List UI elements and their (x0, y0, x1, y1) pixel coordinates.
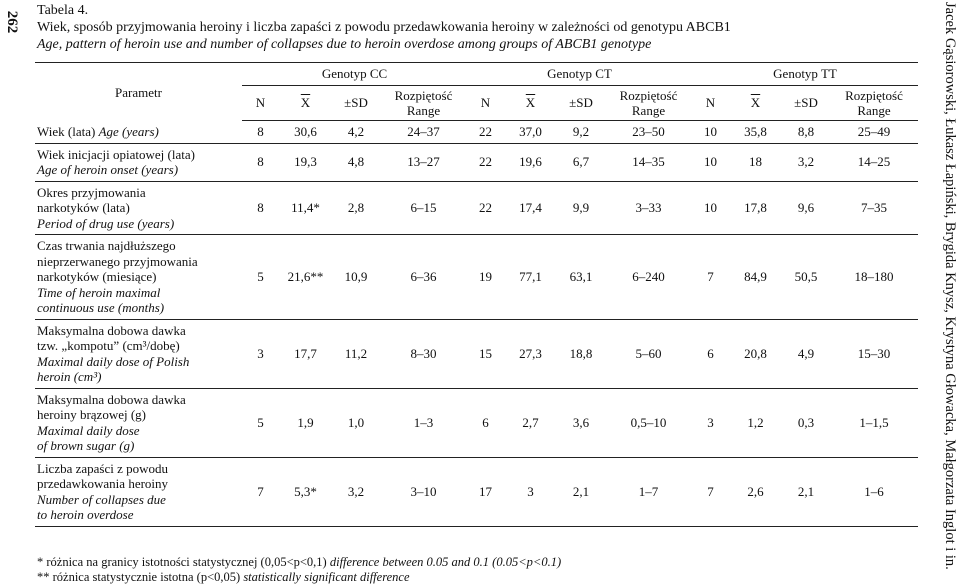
header-row-groups (35, 63, 918, 86)
footnote-mark: * (37, 555, 47, 569)
row-parameter (35, 181, 242, 235)
mean-symbol: $\overline{X}$ (750, 95, 761, 111)
table-body (35, 121, 918, 527)
parameter-en: of brown sugar (g) (37, 438, 135, 453)
running-head: Jacek Gąsiorowski, Łukasz Łapiński, Brygida Knysz, Krystyna Głowacka, Małgorzata Inglot i in. (942, 2, 958, 570)
table-cell: 22 (479, 154, 492, 170)
table-row (35, 181, 918, 235)
table-cell: 19,6 (519, 154, 542, 170)
table-cell: 3,2 (797, 154, 815, 170)
table-cell: 18,8 (569, 345, 593, 361)
row-parameter (35, 235, 242, 320)
table-cell: 1,0 (347, 414, 365, 430)
parameter-en: to heroin overdose (37, 507, 134, 522)
range-label-en: Range (406, 103, 441, 118)
table-cell: 7 (707, 269, 714, 284)
table-cell: 17 (479, 483, 492, 499)
table-cell: 77,1 (519, 269, 542, 284)
parameter-pl: Liczba zapaści z powodu (37, 460, 169, 476)
footnote-text-en: statistically significant difference (243, 570, 410, 584)
table-cell: 11,2 (344, 345, 368, 361)
row-parameter (35, 143, 242, 181)
parameter-en: Period of drug use (years) (37, 215, 175, 231)
group-header-cc: Genotyp CC (242, 63, 467, 86)
table-cell: 7 (707, 483, 714, 499)
table-cell: 37,0 (519, 124, 542, 139)
col-mean-cc (279, 86, 332, 121)
col-sd-tt: ±SD (782, 86, 830, 121)
table-cell: 11,4* (291, 200, 320, 215)
param-header: Parametr (35, 63, 242, 121)
table-cell: 4,9 (797, 345, 815, 361)
table-cell: 25–49 (857, 124, 891, 139)
table-cell: 7 (257, 483, 264, 499)
col-range-cc (380, 86, 467, 121)
table-cell: 8 (257, 200, 264, 215)
mean-symbol: $\overline{X}$ (525, 95, 536, 111)
table-cell: 10,9 (344, 269, 368, 284)
table-cell: 5 (257, 414, 264, 430)
table-cell: 1–3 (413, 414, 434, 430)
table-cell: 3–33 (635, 200, 662, 215)
table-cell: 22 (479, 200, 492, 215)
parameter-pl: nieprzerwanego przyjmowania (37, 253, 198, 269)
table-row (35, 143, 918, 181)
footnote-text-en: difference between 0.05 and 0.1 (0.05<p<0.1) (329, 555, 562, 569)
parameter-pl: Czas trwania najdłuższego (37, 238, 176, 253)
parameter-pl: heroiny brązowej (g) (37, 407, 147, 422)
table-cell: 24–37 (407, 124, 440, 139)
table-cell: 8 (257, 154, 264, 170)
table-cell: 3,2 (347, 483, 365, 499)
range-label-en: Range (631, 103, 666, 118)
footnote (37, 555, 561, 570)
parameter-en: Age (years) (98, 123, 159, 139)
table-cell: 2,6 (747, 483, 764, 499)
parameter-pl: narkotyków (lata) (37, 200, 130, 215)
table-cell: 10 (704, 200, 717, 215)
table-cell: 1–7 (638, 483, 659, 499)
range-label-pl: Rozpiętość (394, 87, 453, 103)
footnote-text-pl: różnica na granicy istotności statystycznej (0,05<p<0,1) (46, 555, 330, 569)
table-cell: 5,3* (294, 483, 317, 499)
table-row (35, 457, 918, 526)
table-cell: 0,3 (797, 414, 815, 430)
row-parameter (35, 388, 242, 457)
table-cell: 6–36 (410, 269, 437, 284)
col-range-tt (830, 86, 918, 121)
table-cell: 15–30 (857, 345, 891, 361)
table-cell: 3 (527, 483, 534, 499)
parameter-pl: Maksymalna dobowa dawka (37, 391, 186, 407)
table-cell: 4,2 (347, 124, 365, 139)
page-number: 262 (4, 10, 20, 34)
col-sd-ct: ±SD (557, 86, 605, 121)
mean-symbol: $\overline{X}$ (300, 95, 311, 111)
table-cell: 9,6 (797, 200, 815, 215)
table-cell: 6 (707, 345, 714, 361)
table-caption (37, 2, 731, 53)
table-cell: 6,7 (572, 154, 590, 170)
table-cell: 10 (704, 124, 717, 139)
parameter-en: Maximal daily dose (37, 422, 140, 438)
col-sd-cc: ±SD (332, 86, 380, 121)
range-label-pl: Rozpiętość (845, 87, 903, 103)
table-cell: 5–60 (635, 345, 662, 361)
group-header-tt: Genotyp TT (692, 63, 918, 86)
footnote-text-pl: różnica statystycznie istotna (p<0,05) (52, 570, 244, 584)
range-label-en: Range (857, 103, 891, 118)
col-n-cc: N (242, 86, 279, 121)
parameter-pl: Wiek inicjacji opiatowej (lata) (37, 146, 195, 162)
table-label: Tabela 4. (37, 3, 89, 18)
table-cell: 6–15 (410, 200, 437, 215)
row-parameter (35, 457, 242, 526)
table-cell: 3 (257, 345, 264, 361)
footnote (37, 570, 561, 585)
parameter-pl: tzw. „kompotu” (cm³/dobę) (37, 338, 180, 353)
table-cell: 1,2 (747, 414, 764, 430)
row-parameter (35, 319, 242, 388)
table-row (35, 235, 918, 320)
table-cell: 2,1 (572, 483, 590, 499)
parameter-pl: przedawkowania heroiny (37, 476, 169, 491)
table-cell: 84,9 (744, 269, 767, 284)
col-mean-tt (729, 86, 782, 121)
parameter-en: Number of collapses due (37, 491, 166, 507)
table-cell: 0,5–10 (630, 414, 667, 430)
parameter-en: heroin (cm³) (37, 369, 102, 384)
table-cell: 21,6** (287, 269, 324, 284)
table-cell: 22 (479, 124, 492, 139)
table-cell: 18 (749, 154, 762, 170)
parameter-pl: narkotyków (miesiące) (37, 269, 157, 284)
table-cell: 8,8 (797, 124, 815, 139)
col-n-tt: N (692, 86, 729, 121)
table-cell: 18–180 (854, 269, 894, 284)
table-cell: 14–35 (632, 154, 665, 170)
table-row (35, 388, 918, 457)
range-label-pl: Rozpiętość (619, 87, 678, 103)
table-cell: 27,3 (519, 345, 542, 361)
table-cell: 4,8 (347, 154, 365, 170)
group-header-ct: Genotyp CT (467, 63, 692, 86)
table-title-en: Age, pattern of heroin use and number of collapses due to heroin overdose among groups of ABCB1 genotype (37, 37, 652, 52)
col-mean-ct (504, 86, 557, 121)
table-cell: 13–27 (407, 154, 440, 170)
table-cell: 5 (257, 269, 264, 284)
table-cell: 9,2 (572, 124, 590, 139)
table-cell: 19 (479, 269, 492, 284)
table-cell: 10 (704, 154, 717, 170)
table-cell: 2,7 (522, 414, 539, 430)
table-cell: 1,9 (297, 414, 314, 430)
table-cell: 8–30 (410, 345, 437, 361)
parameter-pl: Okres przyjmowania (37, 184, 146, 200)
table-cell: 1–6 (864, 483, 884, 499)
table-cell: 23–50 (632, 124, 665, 139)
parameter-pl: Wiek (lata) (37, 123, 96, 139)
table-cell: 17,4 (519, 200, 542, 215)
col-range-ct (605, 86, 692, 121)
parameter-en: Maximal daily dose of Polish (37, 353, 190, 369)
table-cell: 1–1,5 (859, 414, 889, 430)
table-cell: 6–240 (632, 269, 665, 284)
parameter-pl: Maksymalna dobowa dawka (37, 322, 186, 338)
table-cell: 35,8 (744, 124, 767, 139)
table-cell: 3–10 (410, 483, 437, 499)
table-cell: 19,3 (294, 154, 317, 170)
table-cell: 3,6 (572, 414, 590, 430)
table-title-pl: Wiek, sposób przyjmowania heroiny i liczba zapaści z powodu przedawkowania heroiny w zależności od genotypu ABCB1 (37, 20, 731, 35)
footnote-mark: ** (37, 570, 53, 584)
table-cell: 20,8 (744, 345, 767, 361)
table-cell: 3 (707, 414, 714, 430)
table-row (35, 121, 918, 144)
table-cell: 7–35 (861, 200, 887, 215)
parameter-en: continuous use (months) (37, 300, 165, 315)
table-cell: 30,6 (294, 124, 317, 139)
table-cell: 15 (479, 345, 492, 361)
parameter-en: Time of heroin maximal (37, 284, 161, 300)
footnotes (37, 555, 561, 585)
parameter-en: Age of heroin onset (years) (37, 162, 179, 177)
table-row (35, 319, 918, 388)
table-cell: 8 (257, 124, 264, 139)
table-cell: 50,5 (794, 269, 818, 284)
table-cell: 2,1 (797, 483, 815, 499)
table-cell: 2,8 (347, 200, 365, 215)
table-cell: 9,9 (572, 200, 590, 215)
table-cell: 63,1 (569, 269, 593, 284)
data-table (35, 62, 918, 527)
table-cell: 6 (482, 414, 489, 430)
table-cell: 17,7 (294, 345, 317, 361)
col-n-ct: N (467, 86, 504, 121)
table-cell: 14–25 (857, 154, 891, 170)
table-cell: 17,8 (744, 200, 767, 215)
row-parameter (35, 121, 242, 144)
